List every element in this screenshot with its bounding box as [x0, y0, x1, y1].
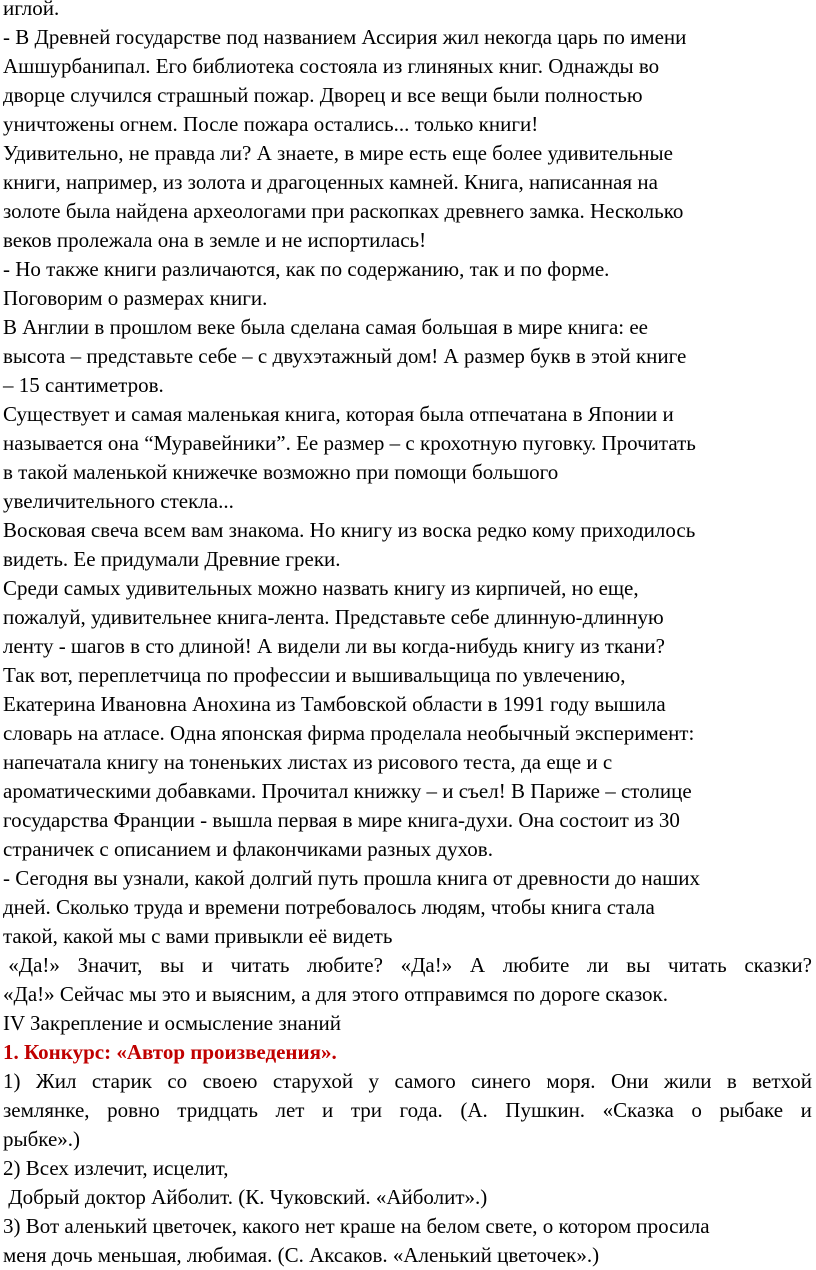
- word: о: [691, 1098, 702, 1122]
- word: читать: [667, 953, 727, 977]
- text-line: Поговорим о размерах книги.: [3, 286, 268, 310]
- text-line: Восковая свеча всем вам знакома. Но книгу из воска редко кому приходилось: [3, 518, 696, 542]
- text-line: дворце случился страшный пожар. Дворец и все вещи были полностью: [3, 83, 643, 107]
- text-line: веков пролежала она в земле и не испортилась!: [3, 228, 427, 252]
- text-line: словарь на атласе. Одна японская фирма проделала необычный эксперимент:: [3, 721, 695, 745]
- word: моря.: [546, 1069, 596, 1093]
- word: сказки?: [744, 953, 812, 977]
- word: ветхой: [752, 1069, 812, 1093]
- word: вы: [160, 953, 185, 977]
- word: Жил: [35, 1069, 77, 1093]
- text-line: – 15 сантиметров.: [3, 373, 164, 397]
- text-line: уничтожены огнем. После пожара остались... только книги!: [3, 112, 539, 136]
- text-line: Среди самых удивительных можно назвать книгу из кирпичей, но еще,: [3, 576, 639, 600]
- text-line: иглой.: [3, 0, 60, 20]
- text-line: книги, например, из золота и драгоценных камней. Книга, написанная на: [3, 170, 658, 194]
- word: старухой: [272, 1069, 354, 1093]
- word: жили: [664, 1069, 712, 1093]
- word: тридцать: [177, 1098, 258, 1122]
- text-line: - В Древней государстве под названием Ассирия жил некогда царь по имени: [3, 25, 687, 49]
- word: самого: [394, 1069, 456, 1093]
- word: вы: [626, 953, 651, 977]
- yes-line-2: «Да!» Сейчас мы это и выясним, а для этого отправимся по дороге сказок.: [3, 982, 668, 1006]
- question-1-line-1: [3, 1067, 812, 1096]
- text-line: страничек с описанием и флакончиками разных духов.: [3, 837, 493, 861]
- word: «Да!»: [3, 953, 60, 977]
- word: своею: [202, 1069, 258, 1093]
- text-line: пожалуй, удивительнее книга-лента. Представьте себе длинную-длинную: [3, 605, 664, 629]
- word: А: [469, 953, 486, 977]
- text-line: напечатала книгу на тоненьких листах из рисового теста, да еще и с: [3, 750, 613, 774]
- question-2-line-1: 2) Всех излечит, исцелит,: [3, 1156, 229, 1180]
- text-line: Ашшурбанипал. Его библиотека состояла из глиняных книг. Однажды во: [3, 54, 660, 78]
- text-line: видеть. Ее придумали Древние греки.: [3, 547, 341, 571]
- yes-line-1: [3, 951, 812, 980]
- question-3-line-1: 3) Вот аленький цветочек, какого нет краше на белом свете, о котором просила: [3, 1214, 710, 1238]
- text-line: Существует и самая маленькая книга, которая была отпечатана в Японии и: [3, 402, 674, 426]
- word: в: [726, 1069, 737, 1093]
- word: синего: [471, 1069, 531, 1093]
- word: три: [350, 1098, 382, 1122]
- text-line: называется она “Муравейники”. Ее размер – с крохотную пуговку. Прочитать: [3, 431, 696, 455]
- word: и: [800, 1098, 812, 1122]
- word: любите: [502, 953, 570, 977]
- question-1-line-2: [3, 1096, 812, 1125]
- word: рыбаке: [719, 1098, 784, 1122]
- word: старик: [91, 1069, 152, 1093]
- text-line: - Сегодня вы узнали, какой долгий путь прошла книга от древности до наших: [3, 866, 701, 890]
- contest-heading: 1. Конкурс: «Автор произведения».: [3, 1040, 337, 1064]
- question-1-line-3: рыбке».): [3, 1127, 81, 1151]
- word: и: [201, 953, 213, 977]
- word: у: [368, 1069, 380, 1093]
- text-line: В Англии в прошлом веке была сделана самая большая в мире книга: ее: [3, 315, 648, 339]
- text-line: в такой маленькой книжечке возможно при помощи большого: [3, 460, 559, 484]
- text-line: золоте была найдена археологами при раскопках древнего замка. Несколько: [3, 199, 684, 223]
- word: года.: [399, 1098, 443, 1122]
- word: 1): [3, 1069, 21, 1093]
- word: (А.: [460, 1098, 488, 1122]
- text-line: такой, какой мы с вами привыкли её видеть: [3, 924, 393, 948]
- word: ровно: [107, 1098, 160, 1122]
- text-line: ароматическими добавками. Прочитал книжку – и съел! В Париже – столице: [3, 779, 692, 803]
- text-line: увеличительного стекла...: [3, 489, 234, 513]
- text-line: Екатерина Ивановна Анохина из Тамбовской области в 1991 году вышила: [3, 692, 666, 716]
- word: Пушкин.: [505, 1098, 586, 1122]
- word: «Да!»: [400, 953, 453, 977]
- text-line: дней. Сколько труда и времени потребовалось людям, чтобы книга стала: [3, 895, 655, 919]
- word: со: [167, 1069, 188, 1093]
- word: Значит,: [77, 953, 143, 977]
- text-line: ленту - шагов в сто длиной! А видели ли вы когда-нибудь книгу из ткани?: [3, 634, 665, 658]
- text-line: Так вот, переплетчица по профессии и вышивальщица по увлечению,: [3, 663, 626, 687]
- text-line: Удивительно, не правда ли? А знаете, в мире есть еще более удивительные: [3, 141, 673, 165]
- word: и: [322, 1098, 334, 1122]
- word: землянке,: [3, 1098, 90, 1122]
- question-2-line-2: Добрый доктор Айболит. (К. Чуковский. «Айболит».): [3, 1185, 488, 1209]
- question-3-line-2: меня дочь меньшая, любимая. (С. Аксаков. «Аленький цветочек».): [3, 1243, 600, 1267]
- word: лет: [275, 1098, 305, 1122]
- section-heading: IV Закрепление и осмысление знаний: [3, 1011, 341, 1035]
- text-line: государства Франции - вышла первая в мире книга-духи. Она состоит из 30: [3, 808, 680, 832]
- word: ли: [586, 953, 609, 977]
- word: «Сказка: [602, 1098, 674, 1122]
- text-line: - Но также книги различаются, как по содержанию, так и по форме.: [3, 257, 610, 281]
- text-line: высота – представьте себе – с двухэтажный дом! А размер букв в этой книге: [3, 344, 687, 368]
- word: читать: [230, 953, 290, 977]
- text-body: [3, 0, 812, 951]
- word: любите?: [307, 953, 383, 977]
- word: Они: [610, 1069, 649, 1093]
